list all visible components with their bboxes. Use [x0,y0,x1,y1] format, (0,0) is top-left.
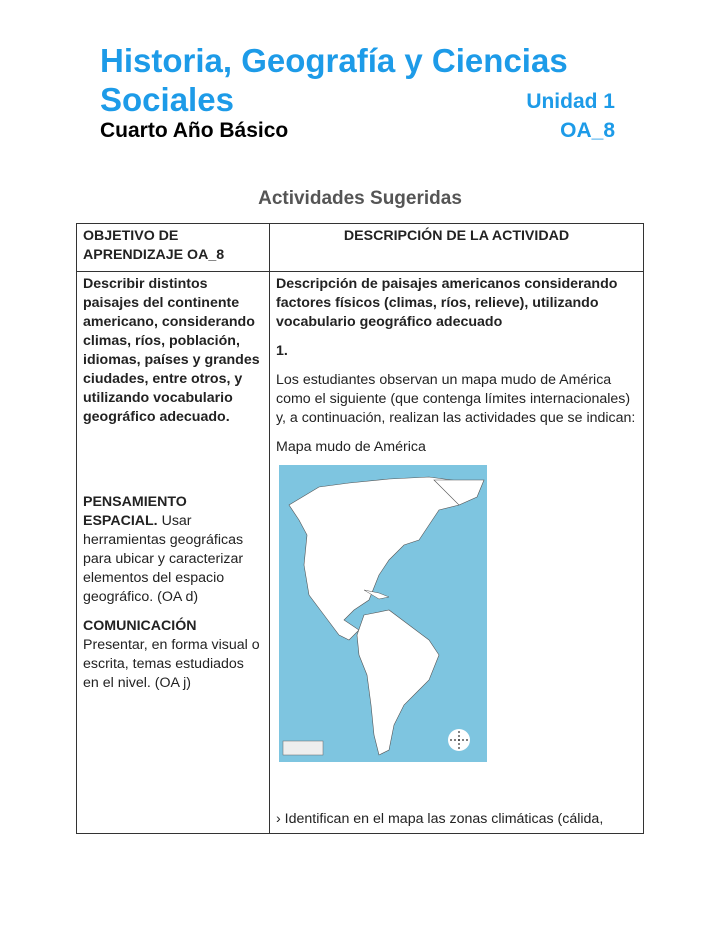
unit-label: Unidad 1 [526,90,615,113]
step-number: 1. [276,343,288,359]
skill-communication-title: COMUNICACIÓN [83,618,197,634]
table-row [77,272,644,834]
map-caption: Mapa mudo de América [276,439,426,455]
header-description: DESCRIPCIÓN DE LA ACTIVIDAD [270,224,644,272]
table-header-row [77,224,644,272]
objective-text: Describir distintos paisajes del continente americano, considerando climas, ríos, población, idiomas, países y grandes ciudades, entre otros, y utilizando vocabulario geográfico adecuado. [83,276,260,425]
description-cell [270,272,644,834]
title-line-1: Historia, Geografía y Ciencias [100,42,568,79]
skill-spatial-title: PENSAMIENTO ESPACIAL. [83,494,187,529]
section-title: Actividades Sugeridas [258,188,462,209]
map-legend [283,741,323,755]
oa-label: OA_8 [560,119,615,142]
course-label: Cuarto Año Básico [100,119,289,142]
objective-cell [77,272,270,834]
activity-title: Descripción de paisajes americanos considerando factores físicos (climas, ríos, relieve), utilizando vocabulario geográfico adecuado [276,276,618,330]
bullet-climate-zones: › Identifican en el mapa las zonas climáticas (cálida, [276,811,604,827]
activities-table [76,223,644,834]
header-objective: OBJETIVO DE APRENDIZAJE OA_8 [77,224,270,272]
america-blank-map [279,465,487,762]
title-line-2: Sociales [100,81,234,118]
activity-text: Los estudiantes observan un mapa mudo de América como el siguiente (que contenga límites internacionales) y, a continuación, realizan las actividades que se indican: [276,372,636,426]
skill-spatial [83,493,263,607]
skill-spatial-text: Usar herramientas geográficas para ubicar y caracterizar elementos del espacio geográfico. (OA d) [83,513,244,605]
skill-communication-text: Presentar, en forma visual o escrita, temas estudiados en el nivel. (OA j) [83,637,260,691]
